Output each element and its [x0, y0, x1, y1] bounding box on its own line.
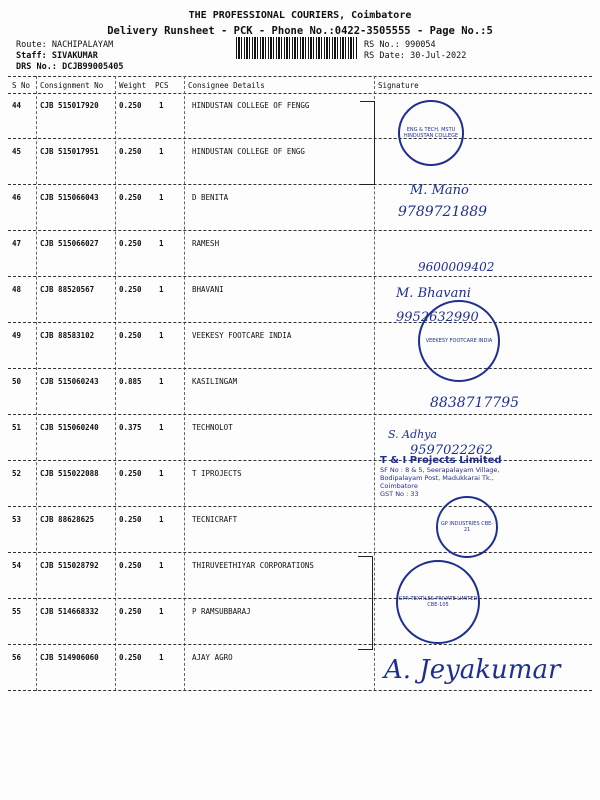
row-weight: 0.885	[119, 377, 142, 386]
row-consignee-name: THIRUVEETHIYAR CORPORATIONS	[192, 561, 314, 570]
row-serial-number: 53	[12, 515, 22, 524]
row-serial-number: 50	[12, 377, 22, 386]
tiprojects-name: T & I Projects Limited	[380, 455, 502, 466]
row-consignee-name: VEEKESY FOOTCARE INDIA	[192, 331, 292, 340]
row-divider	[8, 644, 592, 645]
col-header-consignee: Consignee Details	[188, 81, 265, 90]
tiprojects-address-3: Coimbatore	[380, 482, 418, 490]
row-weight: 0.250	[119, 561, 142, 570]
row-divider	[8, 138, 592, 139]
row-pieces: 1	[159, 331, 164, 340]
row-pieces: 1	[159, 469, 164, 478]
row-consignee-name: HINDUSTAN COLLEGE OF ENGG	[192, 147, 305, 156]
phone-row-51: 9597022262	[410, 443, 493, 458]
row-serial-number: 52	[12, 469, 22, 478]
route-value: NACHIPALAYAM	[51, 40, 114, 50]
row-divider	[8, 414, 592, 415]
group-bracket	[360, 101, 375, 185]
row-pieces: 1	[159, 561, 164, 570]
row-serial-number: 47	[12, 239, 22, 248]
row-consignment-number: CJB 88583102	[40, 331, 95, 340]
col-header-signature: Signature	[378, 81, 419, 90]
row-consignee-name: TECHNOLOT	[192, 423, 233, 432]
signature-row-56: A. Jeyakumar	[384, 655, 561, 685]
header-top-rule	[8, 76, 592, 77]
row-consignee-name: D BENITA	[192, 193, 229, 202]
row-divider	[8, 690, 592, 691]
signature-row-48: M. Bhavani	[396, 286, 471, 301]
row-consignee-name: P RAMSUBBARAJ	[192, 607, 251, 616]
phone-row-47: 9600009402	[418, 260, 495, 274]
drs-value: DCJB99005405	[62, 62, 124, 72]
staff-label: Staff:	[16, 51, 47, 61]
row-weight: 0.250	[119, 515, 142, 524]
route-line	[16, 40, 113, 50]
col-header-weight: Weight	[119, 81, 147, 90]
col-header-sno: S No	[12, 81, 31, 90]
row-consignee-name: T IPROJECTS	[192, 469, 242, 478]
row-consignment-number: CJB 515066027	[40, 239, 99, 248]
row-weight: 0.250	[119, 469, 142, 478]
row-pieces: 1	[159, 285, 164, 294]
row-pieces: 1	[159, 147, 164, 156]
staff-line	[16, 51, 98, 61]
drs-label: DRS No.:	[16, 62, 57, 72]
runsheet-subtitle: Delivery Runsheet - PCK - Phone No.:0422-3505555 - Page No.:5	[107, 25, 493, 37]
row-pieces: 1	[159, 101, 164, 110]
row-weight: 0.375	[119, 423, 142, 432]
header-bottom-rule	[8, 93, 592, 94]
college-stamp: ENG & TECH. MSTU HINDUSTAN COLLEGE	[398, 100, 464, 166]
tiprojects-address-1: SF No : 8 & 5, Seerapalayam Village,	[380, 466, 500, 474]
row-consignee-name: AJAY AGRO	[192, 653, 233, 662]
row-divider	[8, 552, 592, 553]
row-divider	[8, 322, 592, 323]
row-weight: 0.250	[119, 653, 142, 662]
group-bracket	[358, 556, 373, 650]
row-pieces: 1	[159, 653, 164, 662]
rs-no-line	[364, 40, 436, 50]
rs-date-line	[364, 51, 466, 61]
rs-date-value: 30-Jul-2022	[410, 51, 467, 61]
col-header-pcs: PCS	[155, 81, 169, 90]
rs-no-value: 990054	[404, 40, 436, 50]
row-weight: 0.250	[119, 101, 142, 110]
tiprojects-address-2: Bodipalayam Post, Madukkarai Tk.,	[380, 474, 494, 482]
row-consignee-name: RAMESH	[192, 239, 220, 248]
row-consignment-number: CJB 88628625	[40, 515, 95, 524]
row-pieces: 1	[159, 607, 164, 616]
row-serial-number: 51	[12, 423, 22, 432]
row-consignment-number: CJB 515022088	[40, 469, 99, 478]
row-divider	[8, 230, 592, 231]
gp-industries-stamp: GP INDUSTRIES CBE-21	[436, 496, 498, 558]
row-consignment-number: CJB 515017951	[40, 147, 99, 156]
row-consignment-number: CJB 515017920	[40, 101, 99, 110]
route-label: Route:	[16, 40, 47, 50]
row-weight: 0.250	[119, 607, 142, 616]
row-consignment-number: CJB 515060243	[40, 377, 99, 386]
row-consignee-name: KASILINGAM	[192, 377, 238, 386]
barcode	[236, 37, 358, 59]
row-weight: 0.250	[119, 147, 142, 156]
row-divider	[8, 598, 592, 599]
row-divider	[8, 184, 592, 185]
tiprojects-stamp	[380, 455, 550, 498]
row-consignment-number: CJB 514906060	[40, 653, 99, 662]
company-title: THE PROFESSIONAL COURIERS, Coimbatore	[188, 10, 412, 21]
rs-date-label: RS Date:	[364, 51, 405, 61]
tiprojects-gst: GST No : 33	[380, 490, 419, 498]
row-serial-number: 45	[12, 147, 22, 156]
phone-row-46: 9789721889	[398, 204, 488, 220]
row-consignment-number: CJB 514668332	[40, 607, 99, 616]
row-serial-number: 44	[12, 101, 22, 110]
row-serial-number: 48	[12, 285, 22, 294]
row-consignment-number: CJB 515028792	[40, 561, 99, 570]
row-weight: 0.250	[119, 193, 142, 202]
rs-no-label: RS No.:	[364, 40, 400, 50]
row-divider	[8, 368, 592, 369]
phone-row-50: 8838717795	[430, 395, 520, 411]
row-consignee-name: BHAVANI	[192, 285, 224, 294]
signature-row-51: S. Adhya	[388, 428, 437, 441]
signature-row-46: M. Mano	[410, 183, 469, 198]
row-consignment-number: CJB 515060240	[40, 423, 99, 432]
row-weight: 0.250	[119, 239, 142, 248]
row-serial-number: 55	[12, 607, 22, 616]
phone-row-49: 9952632990	[396, 310, 479, 325]
row-consignee-name: TECNICRAFT	[192, 515, 238, 524]
row-pieces: 1	[159, 515, 164, 524]
row-pieces: 1	[159, 193, 164, 202]
row-consignment-number: CJB 515066043	[40, 193, 99, 202]
row-serial-number: 54	[12, 561, 22, 570]
row-weight: 0.250	[119, 331, 142, 340]
row-divider	[8, 506, 592, 507]
row-weight: 0.250	[119, 285, 142, 294]
row-pieces: 1	[159, 423, 164, 432]
gpr-textiles-stamp: GPR TEXTILES PRIVATE LIMITED CBE-105	[396, 560, 480, 644]
row-divider	[8, 276, 592, 277]
row-serial-number: 56	[12, 653, 22, 662]
row-consignee-name: HINDUSTAN COLLEGE OF FENGG	[192, 101, 310, 110]
row-serial-number: 49	[12, 331, 22, 340]
col-header-consignment: Consignment No	[40, 81, 104, 90]
drs-line	[16, 62, 124, 72]
row-pieces: 1	[159, 377, 164, 386]
row-serial-number: 46	[12, 193, 22, 202]
staff-value: SIVAKUMAR	[51, 51, 98, 61]
row-consignment-number: CJB 88520567	[40, 285, 95, 294]
row-pieces: 1	[159, 239, 164, 248]
veekesy-stamp: VEEKESY FOOTCARE INDIA	[418, 300, 500, 382]
